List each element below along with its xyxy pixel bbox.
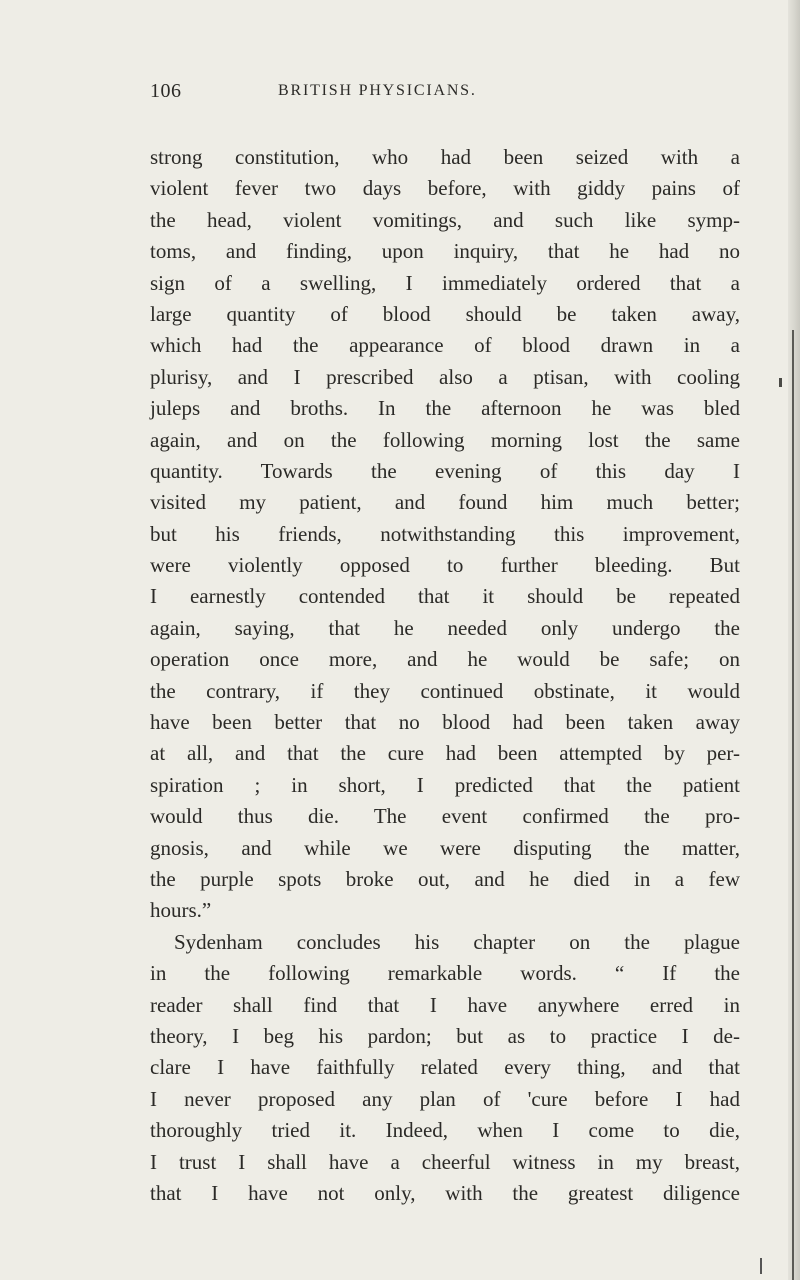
margin-mark xyxy=(779,378,782,387)
text-line: the contrary, if they continued obstinate, it would xyxy=(150,678,740,703)
text-line: spiration ; in short, I predicted that the patient xyxy=(150,772,740,797)
text-line: large quantity of blood should be taken away, xyxy=(150,301,740,326)
page-number: 106 xyxy=(150,80,182,102)
text-line: strong constitution, who had been seized with a xyxy=(150,145,740,169)
text-line: sign of a swelling, I immediately ordered that a xyxy=(150,270,740,295)
text-line: again, and on the following morning lost the same xyxy=(150,427,740,452)
page-header xyxy=(150,80,690,110)
text-line: gnosis, and while we were disputing the matter, xyxy=(150,835,740,860)
text-line: again, saying, that he needed only undergo the xyxy=(150,615,740,640)
text-line: would thus die. The event confirmed the pro- xyxy=(150,804,740,829)
text-line: juleps and broths. In the afternoon he was bled xyxy=(150,396,740,421)
body-text xyxy=(150,142,740,1209)
text-line: at all, and that the cure had been attempted by per- xyxy=(150,741,740,766)
text-line: I never proposed any plan of 'cure before I had xyxy=(150,1086,740,1111)
text-line: operation once more, and he would be safe; on xyxy=(150,647,740,672)
text-line: toms, and finding, upon inquiry, that he had no xyxy=(150,239,740,264)
text-line: have been better that no blood had been taken away xyxy=(150,710,740,735)
text-line: I trust I shall have a cheerful witness in my breast, xyxy=(150,1149,740,1174)
text-line: I earnestly contended that it should be repeated xyxy=(150,584,740,609)
text-line: theory, I beg his pardon; but as to practice I de- xyxy=(150,1023,740,1048)
page-edge xyxy=(788,0,800,1280)
bottom-mark xyxy=(760,1258,762,1274)
text-line: in the following remarkable words. “ If the xyxy=(150,961,740,986)
text-line: reader shall find that I have anywhere erred in xyxy=(150,992,740,1017)
running-head: BRITISH PHYSICIANS. xyxy=(278,82,477,99)
text-line: the purple spots broke out, and he died in a few xyxy=(150,866,740,891)
text-line: the head, violent vomitings, and such like symp- xyxy=(150,207,740,232)
text-line: violent fever two days before, with giddy pains of xyxy=(150,176,740,201)
text-line: which had the appearance of blood drawn in a xyxy=(150,333,740,358)
text-line: were violently opposed to further bleeding. But xyxy=(150,553,740,578)
text-line: Sydenham concludes his chapter on the plague xyxy=(174,929,740,954)
text-line: clare I have faithfully related every thing, and that xyxy=(150,1055,740,1080)
text-line: quantity. Towards the evening of this day I xyxy=(150,458,740,483)
text-line: but his friends, notwithstanding this improvement, xyxy=(150,521,740,546)
text-line: plurisy, and I prescribed also a ptisan, with cooling xyxy=(150,364,740,389)
text-line: visited my patient, and found him much better; xyxy=(150,490,740,515)
binding-line xyxy=(792,330,794,1280)
text-line: hours.” xyxy=(150,898,212,923)
text-line: that I have not only, with the greatest diligence xyxy=(150,1180,740,1205)
text-line: thoroughly tried it. Indeed, when I come to die, xyxy=(150,1118,740,1143)
